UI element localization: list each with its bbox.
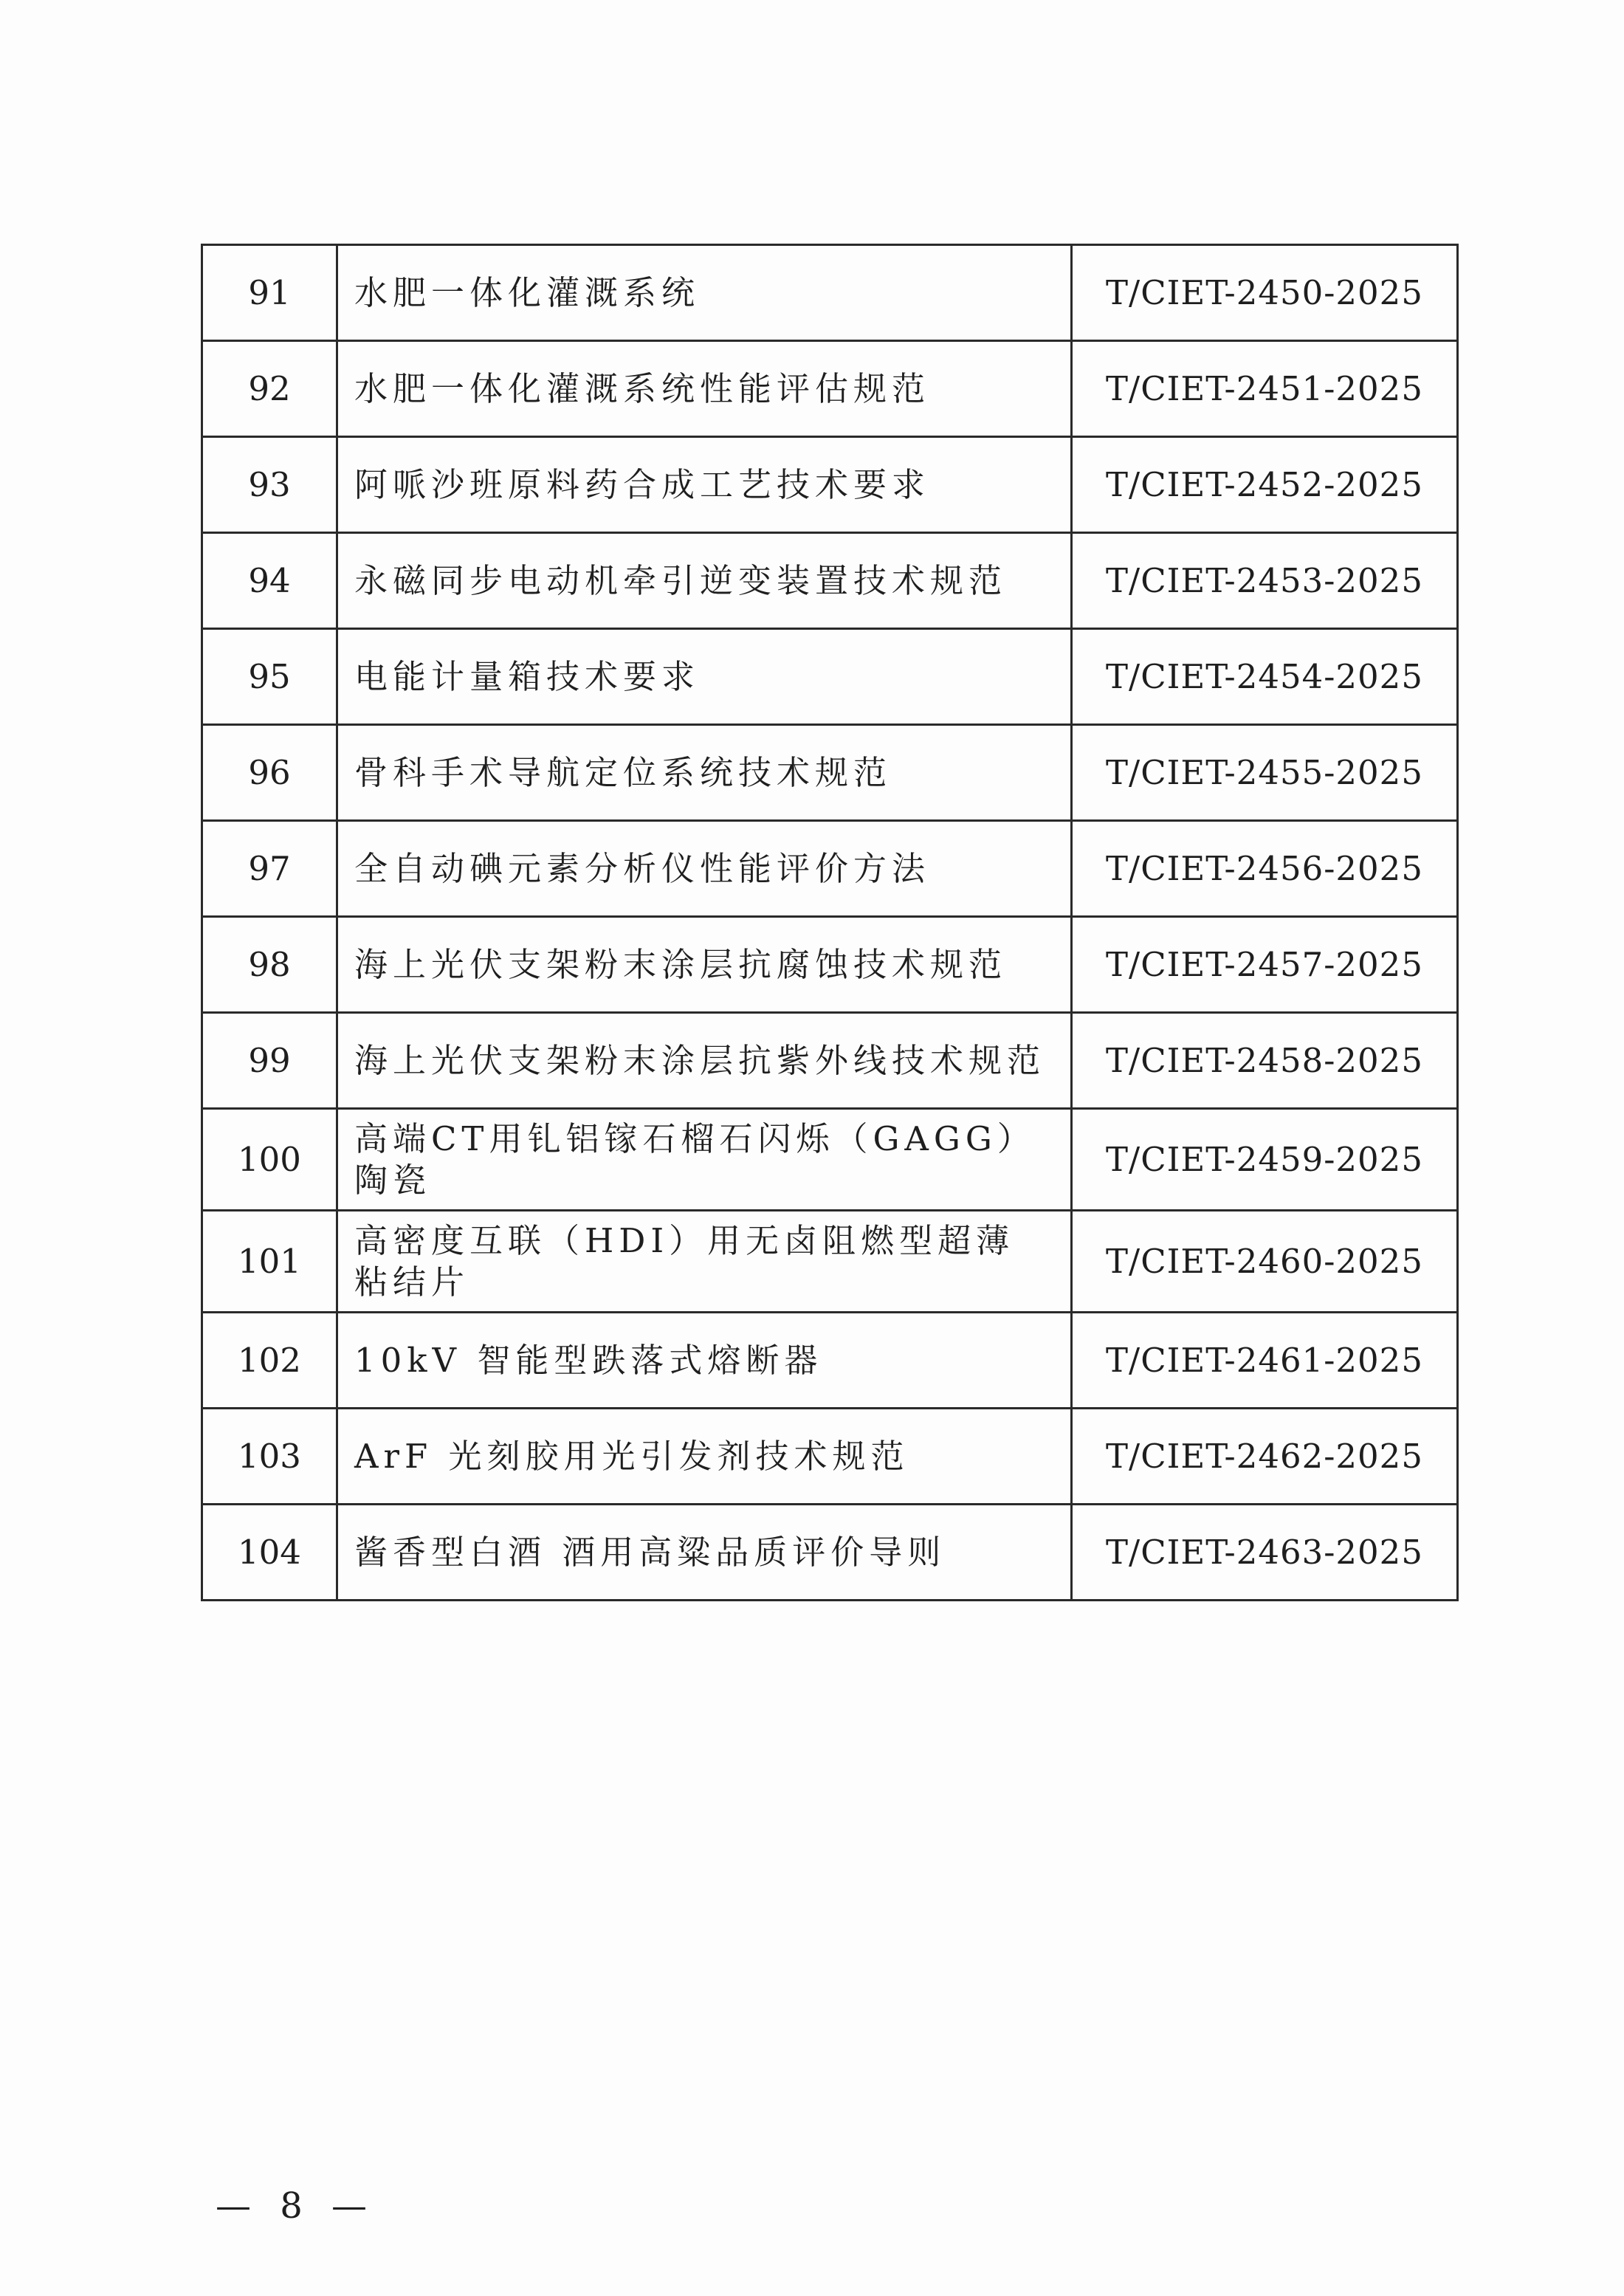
- standard-code: T/CIET-2462-2025: [1072, 1409, 1458, 1505]
- row-number: 102: [202, 1313, 337, 1409]
- row-number: 101: [202, 1211, 337, 1313]
- row-number: 99: [202, 1013, 337, 1109]
- standard-name: [337, 1109, 1072, 1211]
- standard-code: T/CIET-2454-2025: [1072, 629, 1458, 725]
- standard-name: 水肥一体化灌溉系统性能评估规范: [337, 341, 1072, 437]
- standard-code: T/CIET-2460-2025: [1072, 1211, 1458, 1313]
- standard-name-line: 高端CT用钆铝镓石榴石闪烁（GAGG）: [354, 1118, 1036, 1158]
- standards-table: [201, 244, 1459, 1601]
- row-number: 103: [202, 1409, 337, 1505]
- standard-code: T/CIET-2459-2025: [1072, 1109, 1458, 1211]
- standard-name: [337, 1211, 1072, 1313]
- standard-code: T/CIET-2450-2025: [1072, 245, 1458, 341]
- row-number: 97: [202, 821, 337, 917]
- row-number: 95: [202, 629, 337, 725]
- standard-name: 水肥一体化灌溉系统: [337, 245, 1072, 341]
- table-row: [202, 629, 1458, 725]
- standard-name: 骨科手术导航定位系统技术规范: [337, 725, 1072, 821]
- table-row: [202, 1505, 1458, 1601]
- table-row: [202, 917, 1458, 1013]
- standard-name: 酱香型白酒 酒用高粱品质评价导则: [337, 1505, 1072, 1601]
- standard-code: T/CIET-2452-2025: [1072, 437, 1458, 533]
- standard-name: 电能计量箱技术要求: [337, 629, 1072, 725]
- standard-code: T/CIET-2461-2025: [1072, 1313, 1458, 1409]
- row-number: 96: [202, 725, 337, 821]
- standard-name-line: 高密度互联（HDI）用无卤阻燃型超薄: [354, 1220, 1015, 1260]
- table-row: [202, 821, 1458, 917]
- standard-name-line: 粘结片: [354, 1262, 470, 1302]
- standard-name: 海上光伏支架粉末涂层抗腐蚀技术规范: [337, 917, 1072, 1013]
- standard-code: T/CIET-2458-2025: [1072, 1013, 1458, 1109]
- row-number: 104: [202, 1505, 337, 1601]
- table-row: [202, 1313, 1458, 1409]
- row-number: 91: [202, 245, 337, 341]
- standard-name: ArF 光刻胶用光引发剂技术规范: [337, 1409, 1072, 1505]
- page-number: — 8 —: [216, 2185, 376, 2227]
- standard-code: T/CIET-2451-2025: [1072, 341, 1458, 437]
- row-number: 92: [202, 341, 337, 437]
- standard-code: T/CIET-2455-2025: [1072, 725, 1458, 821]
- standard-code: T/CIET-2457-2025: [1072, 917, 1458, 1013]
- row-number: 98: [202, 917, 337, 1013]
- table-row: [202, 245, 1458, 341]
- row-number: 94: [202, 533, 337, 629]
- row-number: 100: [202, 1109, 337, 1211]
- table-row: [202, 341, 1458, 437]
- standard-name: 10kV 智能型跌落式熔断器: [337, 1313, 1072, 1409]
- row-number: 93: [202, 437, 337, 533]
- table-row: [202, 437, 1458, 533]
- standard-name: 永磁同步电动机牵引逆变装置技术规范: [337, 533, 1072, 629]
- table-row: [202, 1409, 1458, 1505]
- table-row: [202, 1109, 1458, 1211]
- standard-name: 全自动碘元素分析仪性能评价方法: [337, 821, 1072, 917]
- standard-name: 海上光伏支架粉末涂层抗紫外线技术规范: [337, 1013, 1072, 1109]
- table-row: [202, 533, 1458, 629]
- standard-code: T/CIET-2453-2025: [1072, 533, 1458, 629]
- standard-name-line: 陶瓷: [354, 1160, 432, 1200]
- standard-code: T/CIET-2456-2025: [1072, 821, 1458, 917]
- standard-name: 阿哌沙班原料药合成工艺技术要求: [337, 437, 1072, 533]
- table-row: [202, 1211, 1458, 1313]
- standard-code: T/CIET-2463-2025: [1072, 1505, 1458, 1601]
- table-row: [202, 725, 1458, 821]
- table-row: [202, 1013, 1458, 1109]
